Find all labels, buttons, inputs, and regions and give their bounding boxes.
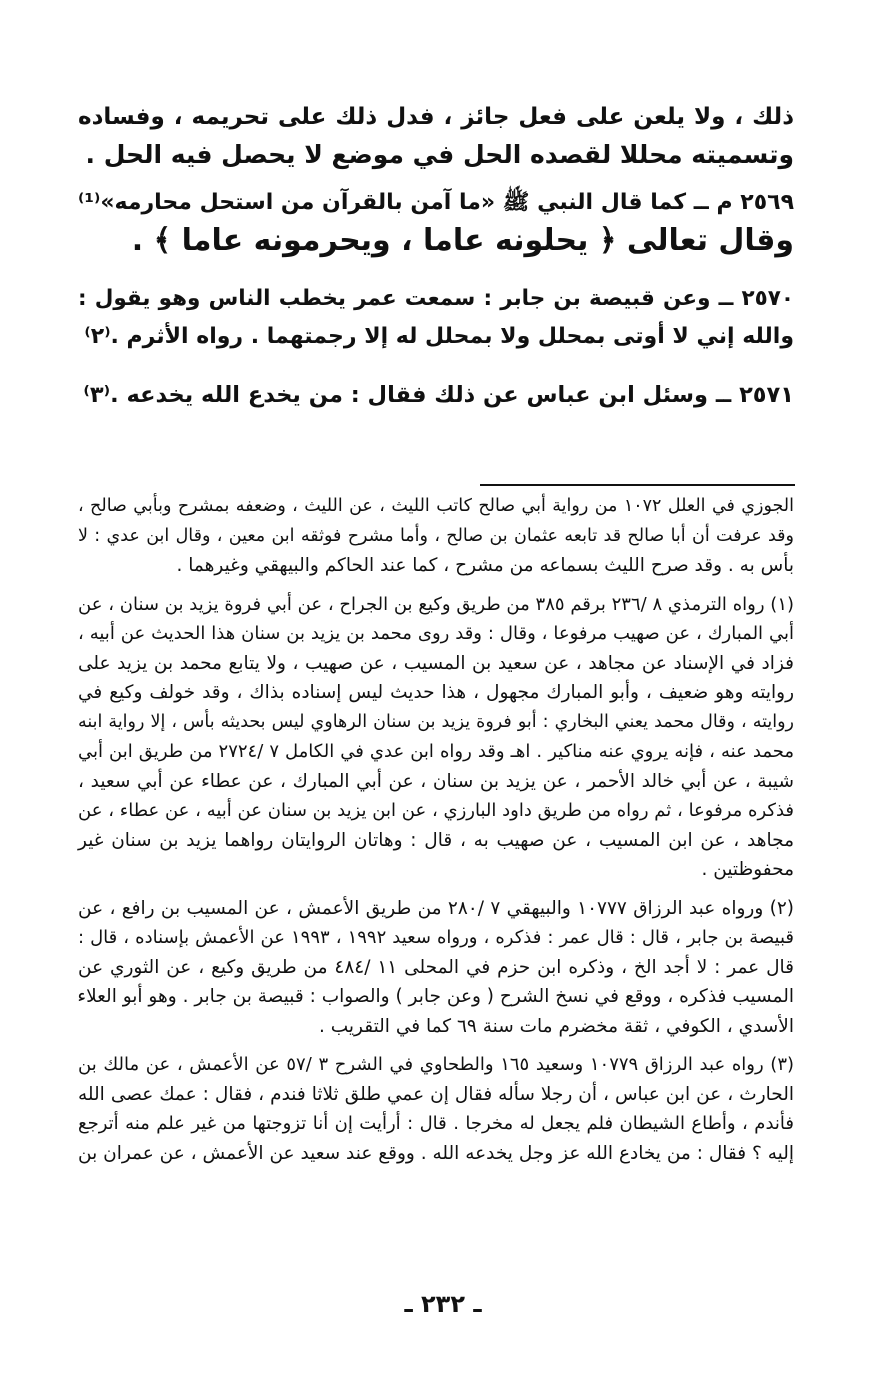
entry-2569-line-2: وقال تعالى ﴿ يحلونه عاما ، ويحرمونه عاما ﴾ . [131, 223, 794, 258]
footnote-1-line: محفوظتين . [701, 859, 794, 880]
footnote-2-line: المسيب فذكره ، ووقع في نسخ الشرح ( وعن جابر ) والصواب : قبيصة بن جابر . وهو أبو العلاء [77, 986, 794, 1007]
footnote-3-line: الحارث ، عن ابن عباس ، أن رجلا سأله فقال إن عمي طلق ثلاثا فندم ، فقال : عمك عصى الله [78, 1083, 794, 1105]
footnote-3-line: إليه ؟ فقال : من يخادع الله عز وجل يخدعه الله . ووقع عند سعيد عن الأعمش ، عن عمران بن [78, 1142, 794, 1164]
footnote-continuation-line: وقد عرفت أن أبا صالح قد تابعه عثمان بن صالح ، وأما مشرح فوثقه ابن معين ، وقال ابن عدي : لا [78, 525, 794, 546]
footnote-1-line: مجاهد ، عن ابن المسيب ، عن صهيب به ، قال : وهاتان الروايتان رواهما يزيد بن سنان غير [78, 829, 794, 851]
entry-2571-line-1: ٢٥٧١ ــ وسئل ابن عباس عن ذلك فقال : من يخدع الله يخدعه .⁽٣⁾ [83, 382, 794, 408]
footnote-divider [480, 484, 795, 486]
footnote-continuation-line: الجوزي في العلل ١٠٧٢ من رواية أبي صالح كاتب الليث ، عن الليث ، وضعفه بمشرح وبأبي صالح ، [78, 496, 794, 516]
footnote-2-line: الأسدي ، الكوفي ، ثقة مخضرم مات سنة ٦٩ كما في التقريب . [318, 1015, 794, 1037]
footnote-2-line: (٢) ورواه عبد الرزاق ١٠٧٧٧ والبيهقي ٧ /٢٨٠ من طريق الأعمش ، عن المسيب بن رافع ، عن [78, 897, 794, 919]
footnote-1-line: فزاد في الإسناد عن مجاهد ، عن سعيد بن المسيب ، عن صهيب ، ولا يتابع محمد بن يزيد على [78, 652, 794, 674]
entry-2570-line-2: والله إني لا أوتى بمحلل ولا بمحلل له إلا رجمتهما . رواه الأثرم .⁽٢⁾ [84, 324, 794, 349]
entry-2570-line-1: ٢٥٧٠ ــ وعن قبيصة بن جابر : سمعت عمر يخطب الناس وهو يقول : [78, 286, 794, 311]
main-line: وتسميته محللا لقصده الحل في موضع لا يحصل فيه الحل . [85, 140, 794, 169]
footnote-1-line: شيبة ، عن أبي خالد الأحمر ، عن يزيد بن سنان ، عن أبي المبارك ، عن عطاء عن أبي سعيد ، [78, 770, 794, 792]
footnote-1-line: محمد عنه ، فإنه يروي عنه مناكير . اهـ وقد رواه ابن عدي في الكامل ٧ /٢٧٢٤ من طريق ابن أبي [78, 741, 794, 762]
main-text [78, 98, 794, 414]
footnotes [78, 492, 794, 1168]
footnote-1-line: روايته ، وقال محمد يعني البخاري : أبو فروة يزيد بن سنان الرهاوي ليس بحديثه بأس ، إلا رواية ابنه [78, 711, 794, 732]
entry-2569-line-1: ٢٥٦٩ م ــ كما قال النبي ﷺ «ما آمن بالقرآن من استحل محارمه»⁽¹⁾ [78, 190, 794, 215]
footnote-1-line: روايته وهو ضعيف ، وأبو المبارك مجهول ، هذا حديث ليس إسناده بذاك ، وقد خولف وكيع في [78, 682, 794, 703]
page-number: ـ ٢٣٢ ـ [404, 1290, 482, 1318]
footnote-2-line: قبيصة بن جابر ، قال : قال عمر : فذكره ، ورواه سعيد ١٩٩٢ ، ١٩٩٣ عن الأعمش بإسناده ، قال : [78, 927, 794, 948]
footnote-1-line: (١) رواه الترمذي ٨ /٢٣٦ برقم ٣٨٥ من طريق وكيع بن الجراح ، عن أبي فروة يزيد بن سنان ، عن [78, 593, 795, 615]
footnote-continuation-line: بأس به . وقد صرح الليث بسماعه من مشرح ، كما عند الحاكم والبيهقي وغيرهما . [176, 555, 794, 576]
footnote-2-line: قال عمر : لا أجد الخ ، وذكره ابن حزم في المحلى ١١ /٤٨٤ من طريق وكيع ، عن الثوري عن [78, 956, 794, 978]
footnote-3-line: (٣) رواه عبد الرزاق ١٠٧٧٩ وسعيد ١٦٥ والطحاوي في الشرح ٣ /٥٧ عن الأعمش ، عن مالك بن [78, 1054, 795, 1075]
footnote-3-line: فأندم ، وأطاع الشيطان فلم يجعل له مخرجا . قال : أرأيت إن أنا تزوجتها من غير علم منه أترجع [78, 1113, 794, 1134]
main-line: ذلك ، ولا يلعن على فعل جائز ، فدل ذلك على تحريمه ، وفساده [78, 104, 794, 130]
footnote-1-line: فذكره مرفوعا ، ثم رواه من طريق داود البارزي ، عن ابن يزيد بن سنان عن أبيه ، عن عطاء ، عن [78, 800, 794, 821]
footnote-1-line: أبي المبارك ، عن صهيب مرفوعا ، وقال : وقد روى محمد بن يزيد بن سنان هذا الحديث عن أبيه ، [78, 623, 794, 644]
